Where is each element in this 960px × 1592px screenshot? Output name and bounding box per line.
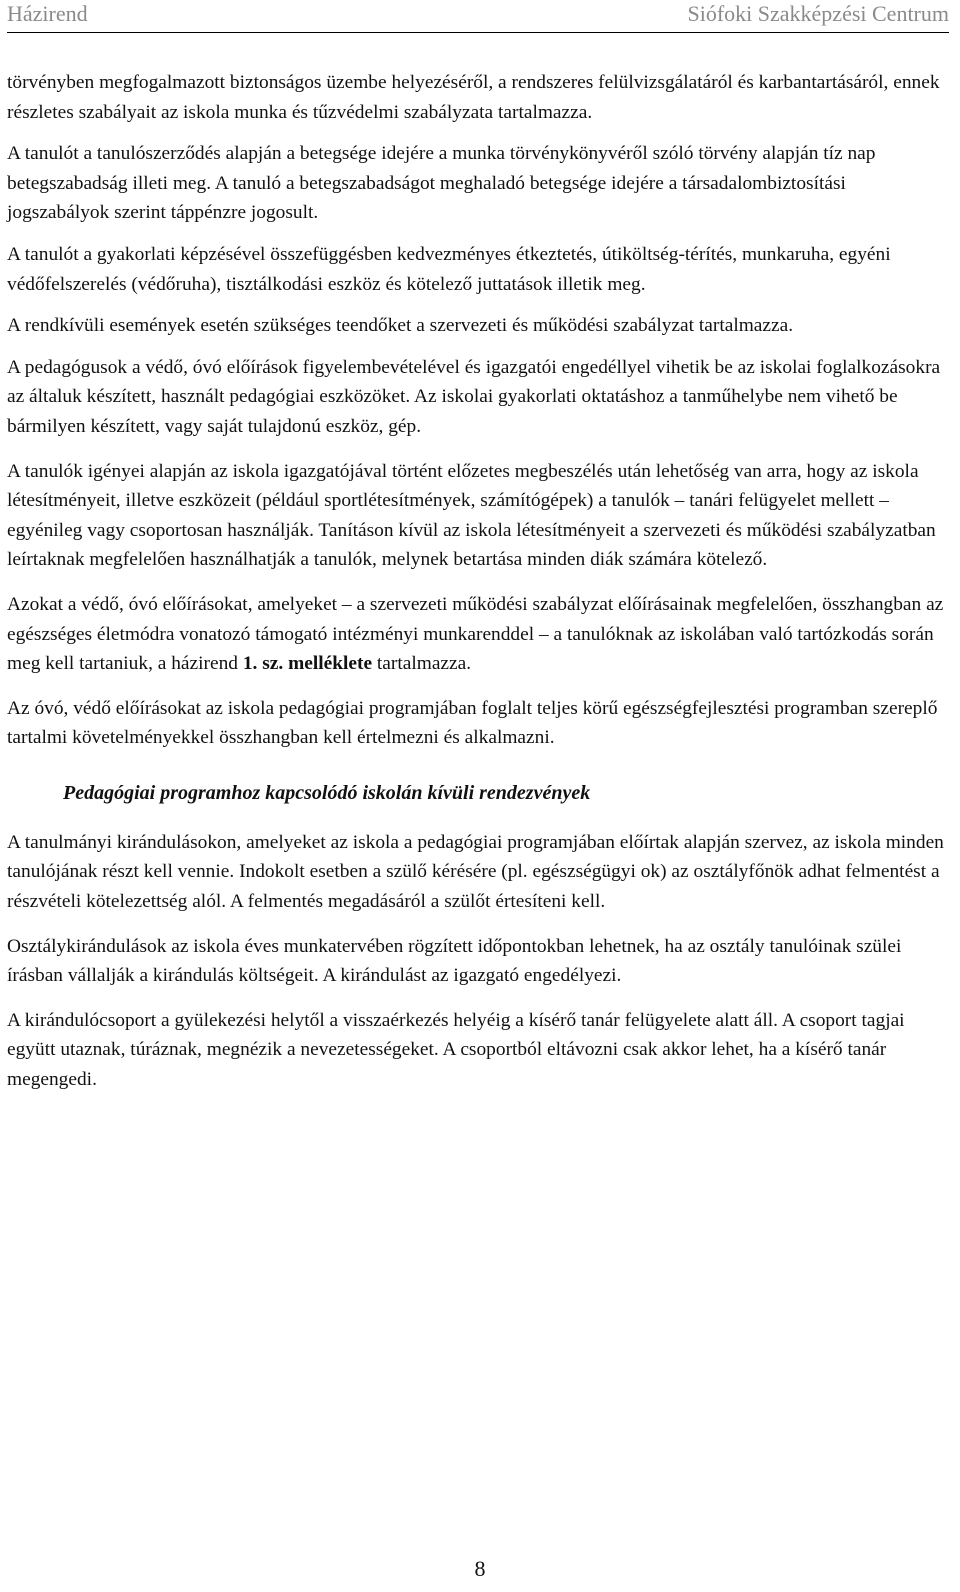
paragraph-safety-maintenance: törvényben megfogalmazott biztonságos üzembe helyezéséről, a rendszeres felülvizsgálatáról és karbantartásáról, ennek részletes szabályait az iskola munka és tűzvédelmi szabályzata tartalmazza. bbox=[7, 72, 940, 123]
paragraph-benefits: A tanulót a gyakorlati képzésével összefüggésben kedvezményes étkeztetés, útiköltség-térítés, munkaruha, egyéni védőfelszerelés (védőruha), tisztálkodási eszköz és kötelező juttatások illetik meg. bbox=[7, 243, 891, 295]
paragraph-health-program: Az óvó, védő előírásokat az iskola pedagógiai programjában foglalt teljes körű egészségfejlesztési programban szereplő tartalmi követelményekkel összhangban kell értelmezni és alkalmazni. bbox=[7, 697, 938, 749]
page-number: 8 bbox=[474, 1556, 486, 1581]
annex-text-before: Azokat a védő, óvó előírásokat, amelyeket – a szervezeti működési szabályzat előírásainak megfelelően, összhangban az egészséges életmódra vonatozó támogató intézményi munkarenddel – a tanulóknak az iskolában való tartózkodás során meg kell tartaniuk, a házirend bbox=[7, 593, 944, 675]
paragraph-sick-leave: A tanulót a tanulószerződés alapján a betegsége idejére a munka törvénykönyvéről szóló törvény alapján tíz nap betegszabadság illeti meg. A tanuló a betegszabadságot meghaladó betegsége idejére a társadalombiztosítási jogszabályok szerint táppénzre jogosult. bbox=[7, 143, 876, 224]
header-document-title: Házirend bbox=[7, 1, 88, 26]
annex-text-after: tartalmazza. bbox=[372, 653, 472, 675]
section-heading: Pedagógiai programhoz kapcsolódó iskolán kívüli rendezvények bbox=[63, 781, 591, 804]
paragraph-trip-supervision: A kirándulócsoport a gyülekezési helytől a visszaérkezés helyéig a kísérő tanár felügyelete alatt áll. A csoport tagjai együtt utaznak, túráznak, megnézik a nevezetességeket. A csoportból eltávozni csak akkor lehet, ha a kísérő tanár megengedi. bbox=[7, 1009, 905, 1091]
paragraph-teacher-tools: A pedagógusok a védő, óvó előírások figyelembevételével és igazgatói engedéllyel vihetik be az iskolai foglalkozásokra az általuk készített, használt pedagógiai eszközöket. Az iskolai gyakorlati oktatáshoz a tanműhelybe nem vihető be bármilyen készített, vagy saját tulajdonú eszköz, gép. bbox=[7, 356, 941, 437]
paragraph-annex-reference bbox=[7, 590, 949, 679]
paragraph-facility-use: A tanulók igényei alapján az iskola igazgatójával történt előzetes megbeszélés után lehetőség van arra, hogy az iskola létesítményeit, illetve eszközeit (például sportlétesítmények, számítógépek) a tanulók – tanári felügyelet mellett – egyénileg vagy csoportosan használják. Tanításon kívül az iskola létesítményeit a szervezeti és működési szabályzatban leírtaknak megfelelően használhatják a tanulók, melynek betartása minden diák számára kötelező. bbox=[7, 460, 936, 571]
paragraph-emergency: A rendkívüli események esetén szükséges teendőket a szervezeti és működési szabályzat tartalmazza. bbox=[7, 315, 794, 337]
annex-reference-bold: 1. sz. melléklete bbox=[242, 653, 373, 675]
page-body bbox=[7, 68, 949, 1110]
header-institution-name: Siófoki Szakképzési Centrum bbox=[687, 1, 949, 26]
paragraph-class-trips: Osztálykirándulások az iskola éves munkatervében rögzített időpontokban lehetnek, ha az osztály tanulóinak szülei írásban vállalják a kirándulás költségeit. A kirándulást az igazgató engedélyezi. bbox=[7, 935, 902, 987]
paragraph-study-trips: A tanulmányi kirándulásokon, amelyeket az iskola a pedagógiai programjában előírtak alapján szervez, az iskola minden tanulójának részt kell vennie. Indokolt esetben a szülő kérésére (pl. egészségügyi ok) az osztályfőnök adhat felmentést a részvételi kötelezettség alól. A felmentés megadásáról a szülőt értesíteni kell. bbox=[7, 831, 944, 913]
page-header bbox=[7, 0, 949, 33]
